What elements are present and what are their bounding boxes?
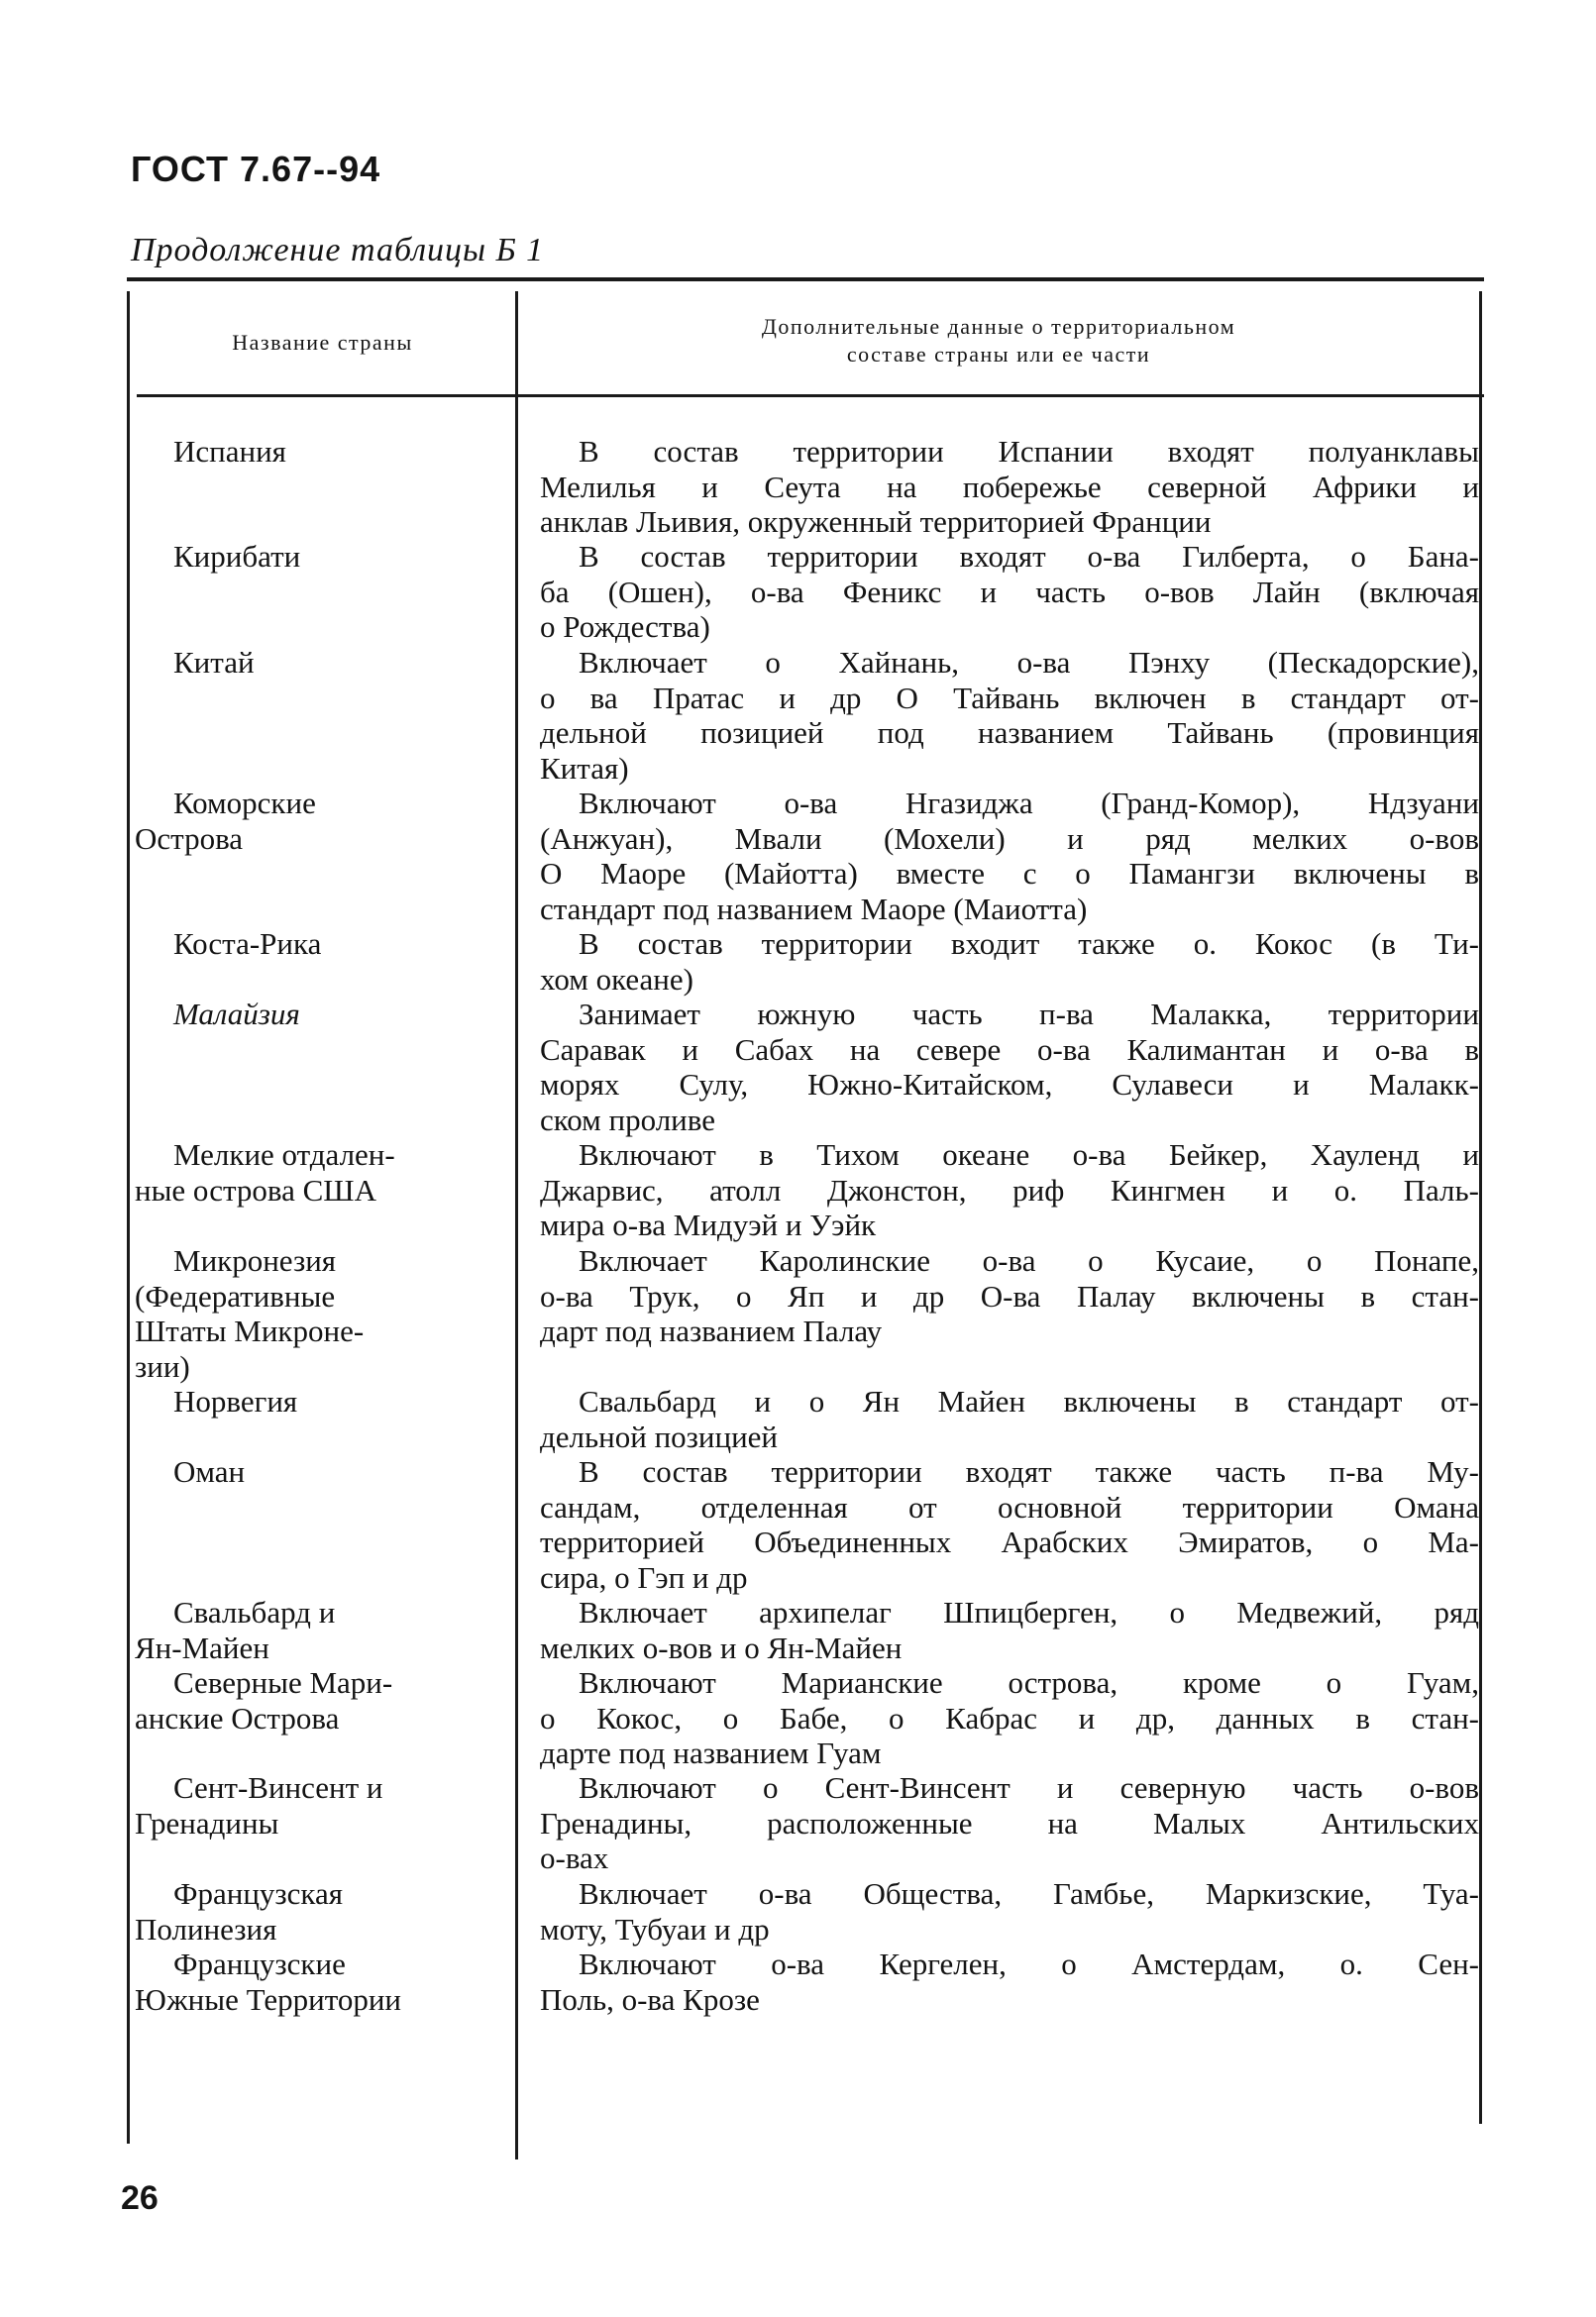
country-line: анские Острова bbox=[135, 1700, 340, 1736]
data-line: сандам, отделенная от основной территории Омана bbox=[540, 1489, 1479, 1525]
country-cell bbox=[135, 1243, 511, 1384]
country-cell bbox=[135, 926, 511, 962]
document-code: ГОСТ 7.67--94 bbox=[131, 149, 381, 189]
data-cell bbox=[540, 1595, 1479, 1665]
country-cell bbox=[135, 1454, 511, 1490]
country-line: Кирибати bbox=[173, 539, 301, 574]
country-line: зии) bbox=[135, 1348, 190, 1384]
data-cell bbox=[540, 926, 1479, 997]
data-cell bbox=[540, 1876, 1479, 1947]
country-cell bbox=[135, 786, 511, 856]
data-line: Включают Марианские острова, кроме о Гуам, bbox=[579, 1665, 1479, 1700]
data-line: Китая) bbox=[540, 750, 629, 786]
data-line: о ва Пратас и др О Тайвань включен в стандарт от- bbox=[540, 680, 1479, 715]
country-line: Северные Мари- bbox=[173, 1665, 393, 1700]
data-line: Поль, о-ва Крозе bbox=[540, 1981, 760, 2017]
table-left-border bbox=[127, 291, 130, 2144]
country-line: Коморские bbox=[173, 786, 316, 820]
data-line: Включает архипелаг Шпицберген, о Медвежий, ряд bbox=[579, 1595, 1479, 1630]
data-line: о-ва Трук, о Яп и др О-ва Палау включены в стан- bbox=[540, 1278, 1479, 1314]
data-cell bbox=[540, 1384, 1479, 1454]
country-line: Южные Территории bbox=[135, 1981, 402, 2017]
data-line: о-вах bbox=[540, 1841, 609, 1875]
data-line: Джарвис, атолл Джонстон, риф Кингмен и о. Паль- bbox=[540, 1172, 1479, 1208]
data-cell bbox=[540, 786, 1479, 926]
country-line: Полинезия bbox=[135, 1911, 277, 1947]
country-line: Норвегия bbox=[173, 1384, 298, 1419]
country-line: Мелкие отдален- bbox=[173, 1137, 395, 1172]
data-line: о Кокос, о Бабе, о Кабрас и др, данных в стан- bbox=[540, 1700, 1479, 1736]
data-line: мира о-ва Мидуэй и Уэйк bbox=[540, 1208, 877, 1242]
country-line: Гренадины bbox=[135, 1805, 279, 1841]
data-cell bbox=[540, 1770, 1479, 1876]
country-line: Французские bbox=[173, 1947, 346, 1981]
data-line: дарте под названием Гуам bbox=[540, 1736, 882, 1770]
data-line: сира, о Гэп и др bbox=[540, 1559, 748, 1595]
data-line: В состав территории входят также часть п-ва Му- bbox=[579, 1454, 1479, 1489]
data-line: стандарт под названием Маоре (Маиотта) bbox=[540, 891, 1088, 926]
data-cell bbox=[540, 1454, 1479, 1595]
table-header-rule bbox=[137, 394, 1484, 397]
data-line: мелких о-вов и о Ян-Майен bbox=[540, 1630, 903, 1665]
data-line: ском проливе bbox=[540, 1102, 715, 1137]
country-line: Коста-Рика bbox=[173, 926, 322, 961]
data-line: моту, Тубуаи и др bbox=[540, 1911, 770, 1947]
table-caption: Продолжение таблицы Б 1 bbox=[131, 232, 545, 268]
data-cell bbox=[540, 1947, 1479, 2017]
table-right-border bbox=[1479, 291, 1482, 2124]
column-header-data-line: Дополнительные данные о территориальном bbox=[761, 314, 1236, 339]
data-line: Включает о Хайнань, о-ва Пэнху (Пескадорские), bbox=[579, 645, 1479, 680]
data-line: Включают о Сент-Винсент и северную часть о-вов bbox=[579, 1770, 1479, 1805]
data-line: территорией Объединенных Арабских Эмиратов, о Ма- bbox=[540, 1525, 1479, 1559]
column-header-data-line: составе страны или ее части bbox=[846, 342, 1151, 367]
country-cell bbox=[135, 1595, 511, 1665]
data-line: Включают о-ва Нгазиджа (Гранд-Комор), Ндзуани bbox=[579, 786, 1479, 820]
country-line: Микронезия bbox=[173, 1243, 337, 1278]
table-column-divider bbox=[515, 291, 518, 2159]
country-line: ные острова США bbox=[135, 1172, 376, 1208]
data-cell bbox=[540, 645, 1479, 786]
country-line: (Федеративные bbox=[135, 1278, 336, 1314]
column-header-country: Название страны bbox=[232, 330, 413, 355]
data-line: Саравак и Сабах на севере о-ва Калимантан и о-ва в bbox=[540, 1031, 1479, 1067]
country-line: Сент-Винсент и bbox=[173, 1770, 383, 1805]
data-line: Свальбард и о Ян Майен включены в стандарт от- bbox=[579, 1384, 1479, 1419]
data-line: (Анжуан), Мвали (Мохели) и ряд мелких о-вов bbox=[540, 820, 1479, 856]
country-cell bbox=[135, 1770, 511, 1841]
country-line: Малайзия bbox=[173, 997, 300, 1031]
country-line: Китай bbox=[173, 645, 255, 680]
country-line: Испания bbox=[173, 434, 286, 469]
data-cell bbox=[540, 1665, 1479, 1771]
country-cell bbox=[135, 434, 511, 470]
data-line: морях Сулу, Южно-Китайском, Сулавеси и Малакк- bbox=[540, 1067, 1479, 1102]
data-cell bbox=[540, 1137, 1479, 1243]
data-line: дарт под названием Палау bbox=[540, 1314, 883, 1348]
data-line: В состав территории входит также о. Кокос (в Ти- bbox=[579, 926, 1479, 961]
data-cell bbox=[540, 539, 1479, 645]
country-line: Свальбард и bbox=[173, 1595, 336, 1630]
country-cell bbox=[135, 1384, 511, 1420]
page-number: 26 bbox=[121, 2179, 159, 2217]
country-line: Острова bbox=[135, 820, 244, 856]
data-line: ба (Ошен), о-ва Феникс и часть о-вов Лайн (включая bbox=[540, 574, 1479, 609]
data-line: Включают в Тихом океане о-ва Бейкер, Хауленд и bbox=[579, 1137, 1479, 1172]
country-cell bbox=[135, 1137, 511, 1208]
data-line: дельной позицией под названием Тайвань (провинция bbox=[540, 715, 1479, 750]
data-cell bbox=[540, 997, 1479, 1137]
country-line: Штаты Микроне- bbox=[135, 1314, 365, 1348]
country-cell bbox=[135, 539, 511, 575]
data-line: О Маоре (Майотта) вместе с о Памангзи включены в bbox=[540, 856, 1479, 891]
data-line: Гренадины, расположенные на Малых Антильских bbox=[540, 1805, 1479, 1841]
country-line: Французская bbox=[173, 1876, 344, 1911]
country-cell bbox=[135, 1947, 511, 2017]
column-header-data bbox=[518, 313, 1479, 369]
country-line: Оман bbox=[173, 1454, 246, 1489]
table-top-rule bbox=[127, 277, 1484, 281]
data-line: дельной позицией bbox=[540, 1419, 779, 1454]
country-line: Ян-Майен bbox=[135, 1630, 269, 1665]
country-cell bbox=[135, 997, 511, 1032]
country-cell bbox=[135, 1876, 511, 1947]
data-line: анклав Льивия, окруженный территорией Франции bbox=[540, 504, 1212, 539]
data-line: Включают о-ва Кергелен, о Амстердам, о. Сен- bbox=[579, 1947, 1479, 1981]
data-line: Включает о-ва Общества, Гамбье, Маркизские, Туа- bbox=[579, 1876, 1479, 1911]
data-line: хом океане) bbox=[540, 961, 693, 997]
data-line: Мелилья и Сеута на побережье северной Африки и bbox=[540, 469, 1479, 504]
data-line: Включает Каролинские о-ва о Кусаие, о Понапе, bbox=[579, 1243, 1479, 1278]
data-cell bbox=[540, 434, 1479, 540]
data-line: Занимает южную часть п-ва Малакка, территории bbox=[579, 997, 1479, 1031]
data-cell bbox=[540, 1243, 1479, 1349]
data-line: В состав территории Испании входят полуанклавы bbox=[579, 434, 1479, 469]
data-line: В состав территории входят о-ва Гилберта, о Бана- bbox=[579, 539, 1479, 574]
country-cell bbox=[135, 1665, 511, 1736]
data-line: о Рождества) bbox=[540, 609, 710, 644]
country-cell bbox=[135, 645, 511, 681]
